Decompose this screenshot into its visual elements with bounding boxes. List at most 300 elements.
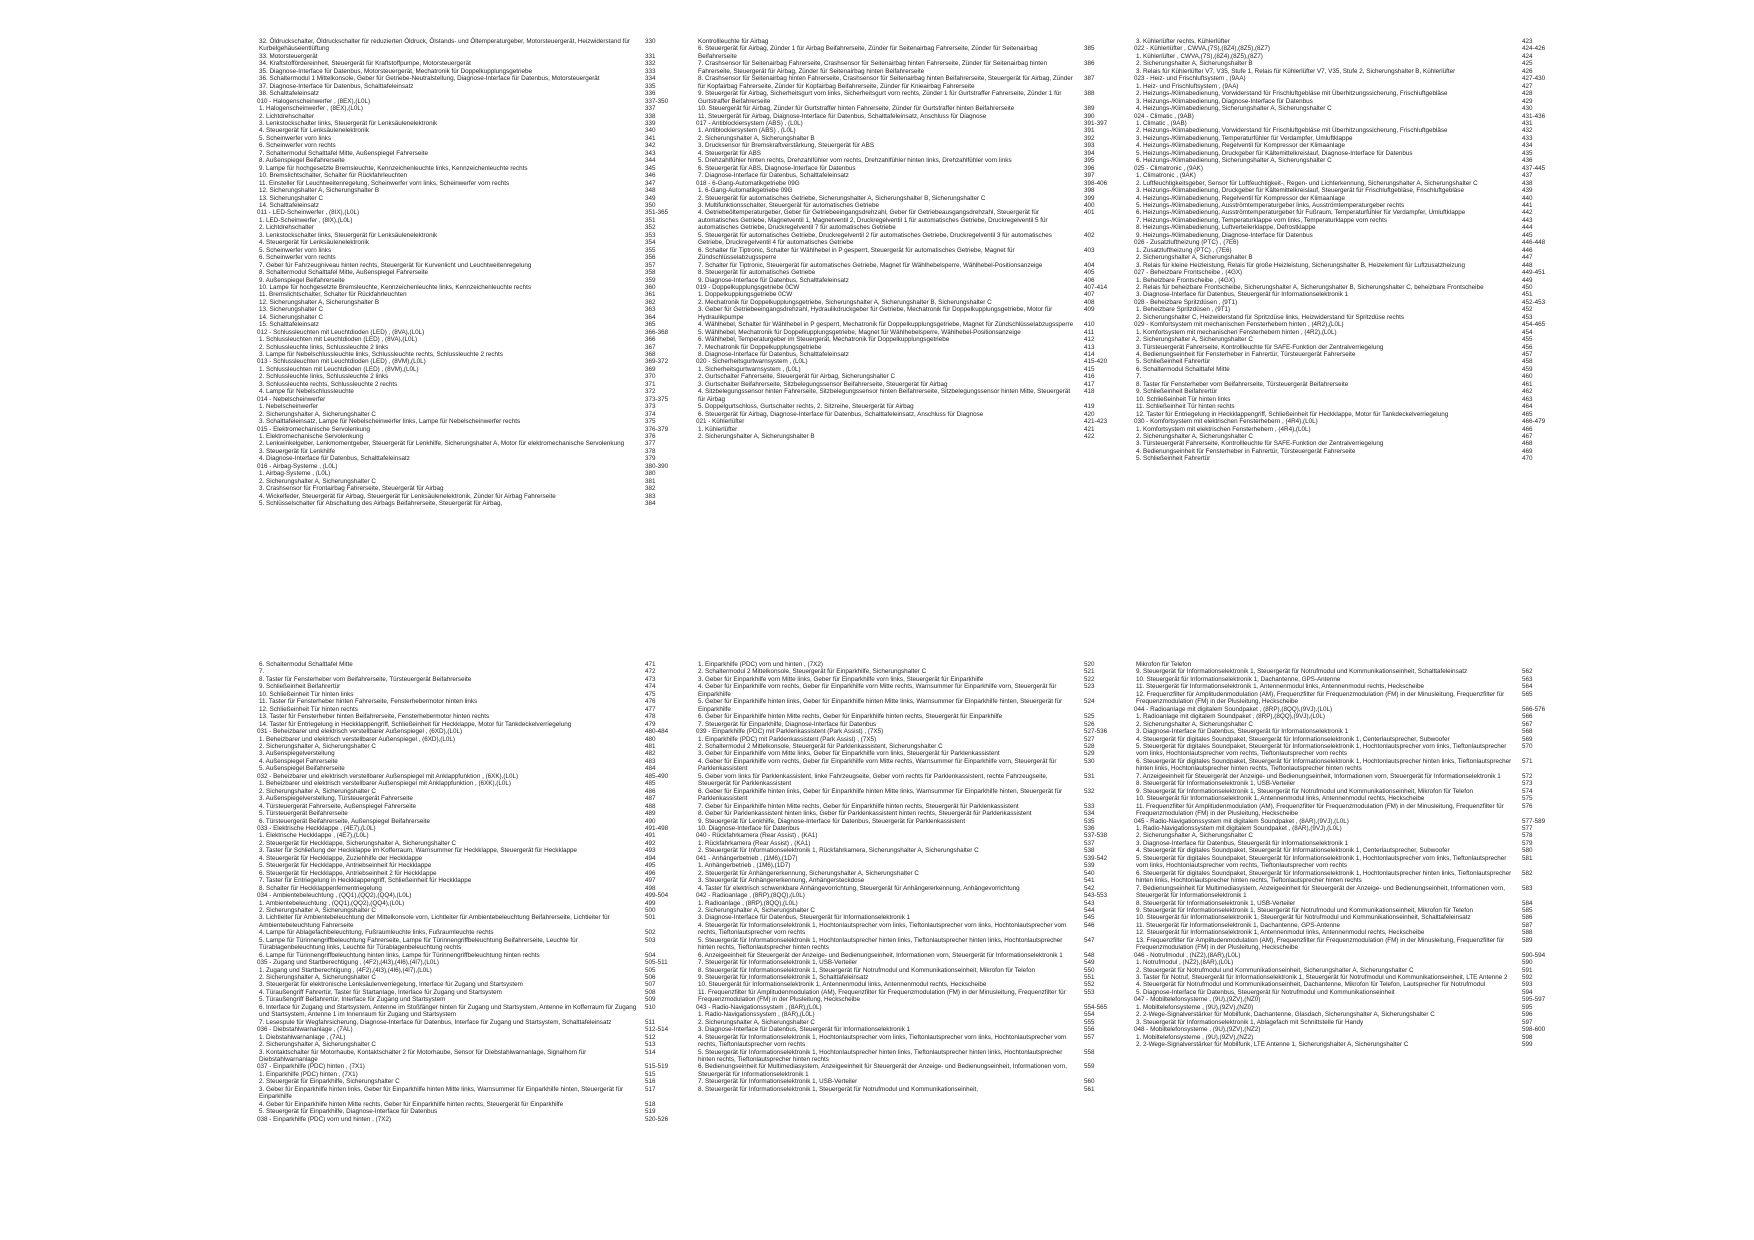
toc-entry-page: 345	[645, 164, 656, 172]
toc-entry	[1134, 321, 1574, 328]
toc-entry-page: 470	[1522, 455, 1533, 463]
toc-entry-title: 4. Steuergerät für Lenksäulenelektronik	[259, 127, 369, 135]
toc-entry	[696, 900, 1136, 907]
toc-entry	[257, 98, 697, 105]
toc-entry-page: 406	[1084, 276, 1095, 284]
toc-entry	[1134, 135, 1574, 142]
toc-entry-title: 1. Halogenscheinwerfer , (8EX),(L0L)	[259, 105, 363, 113]
toc-entry-page: 490	[645, 817, 656, 825]
toc-entry-title: 9. Steuergerät für Informationselektronik 1, Steuergerät für Notrufmodul und Kommunikationseinheit, Mikrofon für Telefon	[1136, 906, 1473, 914]
toc-entry-page: 334	[645, 75, 656, 83]
toc-entry-title: 5. Steuergerät für Informationselektronik 1, Hochtonlautsprecher hinten links, Tieftonlautsprecher hinten links, Hochtonlautsprecher hinten rechts, Tieftonlautsprecher hinten rechts	[698, 936, 1063, 952]
toc-entry-page: 475	[645, 690, 656, 698]
toc-entry	[1134, 113, 1574, 120]
toc-entry-page: 527-536	[1084, 728, 1108, 736]
toc-entry-title: 045 - Radio-Navigationssystem mit digitalem Soundpaket , (8AR),(9VJ),(L0L)	[1134, 817, 1349, 825]
toc-entry-page: 598-600	[1522, 1026, 1546, 1034]
toc-entry	[1134, 344, 1574, 351]
toc-entry	[1134, 358, 1574, 365]
toc-entry-page: 541	[1084, 877, 1095, 885]
toc-entry-page: 566	[1522, 713, 1533, 721]
toc-entry-page: 472	[645, 668, 656, 676]
toc-entry	[1134, 336, 1574, 343]
toc-entry-page: 493	[645, 847, 656, 855]
toc-entry	[696, 862, 1136, 869]
toc-entry-title: 7. Heizungs-/Klimabedienung, Temperaturklappe vorn links, Temperaturklappe vorn rechts	[1136, 216, 1388, 224]
toc-entry	[696, 1078, 1136, 1085]
toc-entry	[696, 336, 1136, 343]
toc-entry-page: 368	[645, 351, 656, 359]
toc-entry-title: 6. Scheinwerfer vorn rechts	[259, 254, 336, 262]
toc-entry-page: 341	[645, 134, 656, 142]
toc-entry	[696, 937, 1136, 952]
toc-entry-page: 570	[1522, 742, 1533, 750]
toc-entry	[257, 788, 697, 795]
toc-entry-page: 593	[1522, 981, 1533, 989]
toc-entry-page: 577-589	[1522, 817, 1546, 825]
toc-entry	[1134, 1041, 1574, 1048]
toc-entry	[696, 661, 1136, 668]
toc-entry-title: 010 - Halogenscheinwerfer , (8EX),(L0L)	[257, 97, 371, 105]
toc-entry-title: 9. Schließeinheit Beifahrertür	[1136, 388, 1218, 396]
toc-entry	[1134, 907, 1574, 914]
toc-entry-page: 522	[1084, 675, 1095, 683]
toc-entry-title: 028 - Beheizbare Spritzdüsen , (9T1)	[1134, 298, 1238, 306]
toc-entry-title: 026 - Zusatzluftheizung (PTC) , (7E6)	[1134, 239, 1239, 247]
toc-entry-page: 419	[1084, 403, 1095, 411]
toc-entry	[257, 485, 697, 492]
toc-entry-title: 6. Interface für Zugang und Startsystem, Antenne im Stoßfänger hinten für Zugang und Startsystem, Antenne im Kofferraum für Zugang und Startsystem, Antenne 1 im Innenraum für Zugang und Startsystem	[259, 1003, 637, 1019]
toc-entry	[1134, 45, 1574, 52]
toc-entry	[257, 810, 697, 817]
toc-entry-title: 14. Taster für Entriegelung in Heckklappengriff, Schließeinheit für Heckklappe, Motor für Tankdeckelverriegelung	[259, 720, 572, 728]
toc-entry-title: 2. Steuergerät für automatisches Getriebe, Sicherungshalter A, Sicherungshalter B, Sicherungshalter C	[698, 194, 986, 202]
toc-entry-page: 533	[1084, 802, 1095, 810]
toc-entry-page: 456	[1522, 343, 1533, 351]
toc-entry	[257, 758, 697, 765]
toc-entry	[696, 750, 1136, 757]
toc-entry	[1134, 254, 1574, 261]
toc-entry-title: 1. Einparkhilfe (PDC) mit Parklenkassistent (Park Assist) , (7X5)	[698, 735, 877, 743]
toc-entry	[257, 967, 697, 974]
toc-entry	[696, 172, 1136, 179]
toc-entry-page: 538	[1084, 847, 1095, 855]
toc-entry	[1134, 202, 1574, 209]
toc-entry-page: 505-511	[645, 959, 668, 967]
toc-entry-page: 568	[1522, 728, 1533, 736]
toc-entry-title: 4. Steuergerät für ABS	[698, 149, 762, 157]
toc-entry	[1134, 38, 1574, 45]
toc-entry-title: 4. Wählhebel, Schalter für Wählhebel in P gesperrt, Mechatronik für Doppelkupplungsgetriebe, Magnet für Zündschlüsselabzugssperre	[698, 321, 1074, 329]
toc-entry-page: 580	[1522, 847, 1533, 855]
toc-entry-page: 577	[1522, 824, 1533, 832]
toc-entry-title: 022 - Kühlerlüfter , CWVA,(7S),(8Z4),(8Z5),(8Z7)	[1134, 45, 1271, 53]
toc-entry	[257, 90, 697, 97]
toc-entry-title: 021 - Kühlerlüfter	[696, 418, 745, 426]
toc-entry-page: 549	[1084, 959, 1095, 967]
toc-entry	[257, 706, 697, 713]
toc-entry-page: 574	[1522, 787, 1533, 795]
toc-entry	[257, 83, 697, 90]
toc-entry-title: 1. LED-Scheinwerfer , (8IX),(L0L)	[259, 216, 353, 224]
toc-entry-page: 596	[1522, 1011, 1533, 1019]
toc-entry	[696, 1063, 1136, 1078]
toc-entry	[1134, 262, 1574, 269]
toc-entry	[1134, 780, 1574, 787]
toc-entry	[1134, 60, 1574, 67]
toc-entry-page: 550	[1084, 966, 1095, 974]
toc-entry-page: 437	[1522, 172, 1533, 180]
toc-entry	[257, 832, 697, 839]
toc-entry-page: 500	[645, 906, 656, 914]
toc-entry	[257, 329, 697, 336]
toc-entry	[696, 728, 1136, 735]
toc-entry	[696, 135, 1136, 142]
toc-entry-title: 9. Außenspiegel Beifahrerseite	[259, 276, 345, 284]
toc-entry	[696, 773, 1136, 788]
toc-entry-title: 4. Geber für Einparkhilfe hinten Mitte rechts, Geber für Einparkhilfe hinten rechts, Steuergerät für Einparkhilfe	[259, 1100, 564, 1108]
toc-entry-page: 330	[645, 38, 656, 45]
toc-entry-title: 1. 6-Gang-Automatikgetriebe 09G	[698, 187, 793, 195]
toc-entry-title: 3. Relais für Kühlerlüfter V7, V35, Stufe 1, Relais für Kühlerlüfter V7, V35, Stufe 2, Sicherungshalter B, Kühlerlüfter	[1136, 67, 1456, 75]
toc-entry-title: 7. Crashsensor für Seitenairbag Fahrerseite, Crashsensor für Seitenairbag hinten Fahrerseite, Zünder für Seitenairbag hinten Fahrerseite, Steuergerät für Airbag, Zünder für Seitenairbag hinten Beifahrerseite	[698, 60, 1047, 75]
toc-entry-title: 13. Sicherungshalter C	[259, 306, 324, 314]
toc-entry-title: 024 - Climatic , (9AB)	[1134, 112, 1194, 120]
toc-entry	[257, 381, 697, 388]
toc-entry	[257, 239, 697, 246]
toc-entry-title: 1. Beheizbarer und elektrisch verstellbarer Außenspiegel , (6XD),(L0L)	[259, 735, 455, 743]
toc-entry-title: 7. Anzeigeeinheit für Steuergerät der Anzeige- und Bedienungseinheit, Informationen vorn, Steuergerät für Informationselektronik 1	[1136, 772, 1501, 780]
toc-entry-page: 371	[645, 380, 656, 388]
toc-entry-page: 502	[645, 929, 656, 937]
toc-entry	[257, 1049, 697, 1064]
toc-entry-title: 2. Sicherungshalter A, Sicherungshalter C	[1136, 336, 1253, 344]
toc-entry	[1134, 381, 1574, 388]
toc-entry	[1134, 914, 1574, 921]
toc-entry	[257, 187, 697, 194]
toc-entry-title: 10. Steuergerät für Airbag, Zünder für Gurtstraffer hinten Fahrerseite, Zünder für Gurtstraffer hinten Beifahrerseite	[698, 105, 1015, 113]
toc-entry	[696, 45, 1136, 60]
toc-entry-title: 2. Sicherungshalter A, Sicherungshalter C	[259, 477, 376, 485]
toc-entry-title: 7. Schaltermodul Schalttafel Mitte, Außenspiegel Fahrerseite	[259, 149, 429, 157]
toc-entry-page: 380	[645, 470, 656, 478]
toc-entry-page: 337-350	[645, 97, 669, 105]
toc-entry	[696, 803, 1136, 810]
toc-entry-page: 546	[1084, 921, 1095, 929]
toc-entry-title: 3. Heizungs-/Klimabedienung, Diagnose-Interface für Datenbus	[1136, 97, 1313, 105]
toc-entry	[1134, 329, 1574, 336]
toc-entry	[1134, 314, 1574, 321]
toc-entry-title: 1. Mobiltelefonsysteme , (9U),(9ZV),(NZ0)	[1136, 1003, 1254, 1011]
toc-entry-page: 507	[645, 981, 656, 989]
toc-entry	[257, 668, 697, 675]
toc-entry	[257, 855, 697, 862]
toc-entry-title: 3. Türsteuergerät Fahrerseite, Kontrollleuchte für SAFE-Funktion der Zentralverriegelung	[1136, 440, 1384, 448]
toc-entry-title: 3. Lenkstockschalter links, Steuergerät für Lenksäulenelektronik	[259, 231, 438, 239]
toc-entry	[1134, 232, 1574, 239]
toc-entry-page: 509	[645, 996, 656, 1004]
toc-entry-title: 2. Schlussleuchte links, Schlussleuchte 2 links	[259, 373, 389, 381]
toc-entry-page: 483	[645, 757, 656, 765]
toc-entry	[257, 202, 697, 209]
toc-entry-title: 8. Schalter für Heckklappenfernentriegelung	[259, 884, 382, 892]
toc-entry	[696, 855, 1136, 862]
toc-entry-title: 6. Steuergerät für Airbag, Diagnose-Interface für Datenbus, Schalttafeleinsatz, Anschluss für Diagnose	[698, 410, 984, 418]
toc-entry	[696, 959, 1136, 966]
toc-entry	[257, 661, 697, 668]
toc-entry	[1134, 187, 1574, 194]
toc-entry-page: 415	[1084, 365, 1095, 373]
toc-entry-page: 416	[1084, 373, 1095, 381]
toc-entry-title: 6. Steuergerät für digitales Soundpaket, Steuergerät für Informationselektronik 1, Hochtonlautsprecher hinten links, Tieftonlautsprecher hinten links, Hochtonlautsprecher hinten rechts, Tieftonlautsprecher hinten rechts	[1136, 757, 1512, 773]
toc-entry-title: 2. Heizungs-/Klimabedienung, Vorwiderstand für Frischluftgebläse mit Überhitzungssicherung, Frischluftgebläse	[1136, 90, 1448, 98]
toc-entry-page: 378	[645, 447, 656, 455]
toc-entry-title: 9. Steuergerät für Informationselektronik 1, Schalttafeleinsatz	[698, 974, 869, 982]
toc-entry-page: 464	[1522, 403, 1533, 411]
toc-entry-page: 591	[1522, 966, 1533, 974]
toc-entry	[1134, 180, 1574, 187]
toc-column-6	[1134, 661, 1574, 1049]
toc-entry-page: 376-379	[645, 425, 669, 433]
toc-entry-title: 040 - Rückfahrkamera (Rear Assist) , (KA1)	[696, 832, 818, 840]
toc-entry-title: 4. Steuergerät für Informationselektronik 1, Hochtonlautsprecher vorn links, Tieftonlautsprecher vorn links, Hochtonlautsprecher vorn rechts, Tieftonlautsprecher vorn rechts	[698, 921, 1067, 937]
toc-entry-page: 554-565	[1084, 1003, 1108, 1011]
toc-entry-page: 525	[1084, 713, 1095, 721]
toc-entry-page: 505	[645, 966, 656, 974]
toc-entry-title: 6. Schaltermodul Schalttafel Mitte	[259, 661, 353, 668]
toc-entry-page: 485	[645, 780, 656, 788]
toc-entry-title: 1. Heiz- und Frischluftsystem , (9AA)	[1136, 82, 1239, 90]
toc-entry	[1134, 403, 1574, 410]
toc-entry	[1134, 366, 1574, 373]
toc-entry	[257, 1004, 697, 1019]
toc-entry-page: 365	[645, 321, 656, 329]
toc-entry	[696, 381, 1136, 388]
toc-entry-title: 4. Getriebeöltemperaturgeber, Geber für Getriebeeingangsdrehzahl, Geber für Getriebeausgangsdrehzahl, Steuergerät für automatisches Getriebe, Magnetventil 1, Magnetventil 2, Druckregelventil 1 für automatisches Getriebe, Druckregelventil 5 für automatisches Getriebe, Druckregelventil 7 für automatisches Getriebe	[698, 209, 1048, 232]
toc-entry-page: 398-406	[1084, 179, 1108, 187]
toc-entry	[1134, 713, 1574, 720]
toc-entry-page: 543	[1084, 899, 1095, 907]
toc-entry-page: 492	[645, 839, 656, 847]
toc-entry-page: 335	[645, 82, 656, 90]
toc-entry-page: 477	[645, 705, 656, 713]
toc-entry-title: 1. Schlussleuchten mit Leuchtdioden (LED) , (8VA),(L0L)	[259, 336, 418, 344]
toc-entry	[696, 38, 1136, 45]
toc-entry-page: 459	[1522, 365, 1533, 373]
toc-entry-page: 441	[1522, 201, 1533, 209]
toc-entry	[1134, 418, 1574, 425]
toc-entry-page: 458	[1522, 358, 1533, 366]
toc-entry-title: 3. Heizungs-/Klimabedienung, Druckgeber für Kältemittelkreislauf, Steuergerät für Frischluftgebläse, Frischluftgebläse	[1136, 187, 1464, 195]
toc-entry-title: 1. Nebelscheinwerfer	[259, 403, 319, 411]
toc-entry	[257, 336, 697, 343]
toc-entry-title: 7.	[1136, 373, 1142, 381]
toc-entry	[1134, 157, 1574, 164]
toc-entry-page: 544	[1084, 906, 1095, 914]
toc-entry-title: 3. Drucksensor für Bremskraftverstärkung, Steuergerät für ABS	[698, 142, 875, 150]
toc-entry	[257, 344, 697, 351]
toc-entry-page: 469	[1522, 447, 1533, 455]
toc-entry	[1134, 847, 1574, 854]
toc-entry	[257, 981, 697, 988]
toc-column-1	[257, 38, 697, 508]
toc-entry-title: 5. Steuergerät für digitales Soundpaket, Steuergerät für Informationselektronik 1, Hochtonlautsprecher vorn links, Tieftonlautsprecher vorn links, Hochtonlautsprecher vorn rechts, Tieftonlautsprecher vorn rechts	[1136, 742, 1507, 758]
toc-entry-page: 428	[1522, 90, 1533, 98]
toc-entry	[257, 825, 697, 832]
toc-entry-title: 4. Steuergerät für Informationselektronik 1, Hochtonlautsprecher vorn links, Tieftonlautsprecher vorn links, Hochtonlautsprecher vorn rechts, Tieftonlautsprecher vorn rechts	[698, 1033, 1067, 1049]
toc-entry	[696, 870, 1136, 877]
toc-entry-page: 474	[645, 683, 656, 691]
toc-entry	[257, 773, 697, 780]
toc-entry-title: 2. Mechatronik für Doppelkupplungsgetriebe, Sicherungshalter A, Sicherungshalter B, Sicherungshalter C	[698, 298, 992, 306]
toc-entry-title: 6. Geber für Einparkhilfe hinten links, Geber für Einparkhilfe hinten Mitte links, Warnsummer für Einparkhilfe hinten, Steuergerät für Parklenkassistent	[698, 787, 1063, 803]
toc-entry	[1134, 299, 1574, 306]
toc-entry-page: 348	[645, 187, 656, 195]
toc-entry-page: 589	[1522, 936, 1533, 944]
toc-entry-title: 12. Schließeinheit Tür hinten rechts	[259, 705, 358, 713]
toc-entry-page: 336	[645, 90, 656, 98]
toc-entry-page: 518	[645, 1100, 656, 1108]
toc-entry-page: 542	[1084, 884, 1095, 892]
toc-entry-page: 445	[1522, 231, 1533, 239]
toc-entry-title: 2. Steuergerät für Anhängererkennung, Sicherungshalter A, Sicherungshalter C	[698, 869, 919, 877]
toc-entry	[1134, 1019, 1574, 1026]
toc-entry-title: 2. Heizungs-/Klimabedienung, Vorwiderstand für Frischluftgebläse mit Überhitzungssicherung, Frischluftgebläse	[1136, 127, 1448, 135]
toc-entry-title: 15. Schalttafeleinsatz	[259, 321, 319, 329]
toc-entry-title: 1. Beheizbare Spritzdüsen , (9T1)	[1136, 306, 1231, 314]
toc-entry-title: 1. Elektromechanische Servolenkung	[259, 433, 363, 441]
toc-entry-page: 598	[1522, 1033, 1533, 1041]
toc-entry-page: 581	[1522, 854, 1533, 862]
toc-entry-title: 2. Steuergerät für Heckklappe, Sicherungshalter A, Sicherungshalter C	[259, 839, 457, 847]
toc-entry	[696, 433, 1136, 440]
toc-entry-page: 488	[645, 802, 656, 810]
toc-entry-page: 386	[1084, 60, 1095, 68]
toc-entry-page: 433	[1522, 134, 1533, 142]
toc-entry-title: 4. Lampe für Nebelschlussleuchte	[259, 388, 354, 396]
toc-entry	[696, 351, 1136, 358]
toc-entry	[257, 1086, 697, 1101]
toc-entry	[696, 284, 1136, 291]
toc-entry	[257, 180, 697, 187]
toc-entry-page: 567	[1522, 720, 1533, 728]
toc-entry-title: 3. Diagnose-Interface für Datenbus, Steuergerät für Informationselektronik 1	[698, 1026, 911, 1034]
toc-entry	[1134, 952, 1574, 959]
toc-entry-page: 443	[1522, 216, 1533, 224]
toc-entry-page: 579	[1522, 839, 1533, 847]
toc-entry	[696, 306, 1136, 321]
toc-entry	[696, 981, 1136, 988]
toc-entry	[1134, 53, 1574, 60]
toc-entry-page: 516	[645, 1078, 656, 1086]
toc-entry	[257, 157, 697, 164]
toc-entry-title: 11. Steuergerät für Informationselektronik 1, Antennenmodul links, Antennenmodul rechts, Heckscheibe	[1136, 683, 1424, 691]
toc-entry	[257, 247, 697, 254]
toc-entry-title: 012 - Schlussleuchten mit Leuchtdioden (LED) , (8VA),(L0L)	[257, 328, 425, 336]
toc-entry-title: 6. Scheinwerfer vorn rechts	[259, 142, 336, 150]
toc-entry	[696, 195, 1136, 202]
toc-entry	[696, 291, 1136, 298]
toc-entry	[257, 299, 697, 306]
toc-entry-title: 5. Steuergerät für Einparkhilfe, Diagnose-Interface für Datenbus	[259, 1108, 438, 1116]
toc-entry	[257, 1019, 697, 1026]
toc-entry-title: 3. Schalttafeleinsatz, Lampe für Nebelscheinwerfer links, Lampe für Nebelscheinwerfer rechts	[259, 418, 521, 426]
toc-entry	[1134, 743, 1574, 758]
toc-entry-page: 430	[1522, 105, 1533, 113]
toc-entry-page: 595	[1522, 1003, 1533, 1011]
toc-entry-page: 400	[1084, 201, 1095, 209]
toc-entry-title: 3. Relais für kleine Heizleistung, Relais für große Heizleistung, Sicherungshalter B, Heizelement für Luftzusatzheizung	[1136, 261, 1466, 269]
toc-entry-title: 4. Außenspiegel Fahrerseite	[259, 757, 338, 765]
toc-entry-title: 7. Steuergerät für Informationselektronik 1, USB-Verteiler	[698, 1078, 858, 1086]
toc-entry-page: 337	[645, 105, 656, 113]
toc-entry	[1134, 426, 1574, 433]
toc-entry-page: 510	[645, 1003, 656, 1011]
toc-entry-title: 3. Steuergerät für Lenkhilfe	[259, 447, 335, 455]
toc-entry-page: 411	[1084, 328, 1095, 336]
toc-entry-title: 014 - Nebelscheinwerfer	[257, 395, 326, 403]
toc-entry	[696, 105, 1136, 112]
toc-entry-page: 467	[1522, 433, 1533, 441]
toc-entry-page: 466-479	[1522, 418, 1546, 426]
toc-entry	[257, 721, 697, 728]
toc-entry-page: 449-451	[1522, 269, 1546, 277]
toc-entry	[696, 157, 1136, 164]
toc-entry-title: 030 - Komfortsystem mit elektrischen Fensterhebern , (4R4),(L0L)	[1134, 418, 1318, 426]
toc-entry-page: 497	[645, 877, 656, 885]
toc-entry	[1134, 68, 1574, 75]
toc-entry-page: 455	[1522, 336, 1533, 344]
toc-entry	[257, 254, 697, 261]
toc-entry	[1134, 373, 1574, 380]
toc-entry-title: 2. Sicherungshalter A, Sicherungshalter C	[259, 787, 376, 795]
toc-entry-title: 38. Schalttafeleinsatz	[259, 90, 319, 98]
toc-entry-title: 11. Frequenzfilter für Amplitudenmodulation (AM), Frequenzfilter für Frequenzmodulation (FM) in der Minusleitung, Frequenzfilter für Frequenzmodulation (FM) in der Plusleitung, Heckscheibe	[698, 988, 1066, 1004]
toc-entry-title: 3. Kontaktschalter für Motorhaube, Kontaktschalter 2 für Motorhaube, Sensor für Diebstahlwarnanlage, Signalhorn für Diebstahlwarnanlage	[259, 1048, 587, 1064]
toc-entry-page: 595-597	[1522, 996, 1546, 1004]
toc-entry	[257, 676, 697, 683]
toc-entry	[257, 455, 697, 462]
toc-entry-title: 5. Geber vorn links für Parklenkassistent, linke Fahrzeugseite, Geber vorn rechts für Parklenkassistent, rechte Fahrzeugseite, Steuergerät für Parklenkassistent	[698, 772, 1048, 788]
toc-entry-title: 35. Diagnose-Interface für Datenbus, Motorsteuergerät, Mechatronik für Doppelkupplungsgetriebe	[259, 67, 533, 75]
toc-entry-title: 4. Türaußengriff Fahrertür, Taster für Startanlage, Interface für Zugang und Startsystem	[259, 988, 502, 996]
toc-entry-title: 10. Bremslichtschalter, Schalter für Rückfahrleuchten	[259, 172, 408, 180]
toc-entry-title: 3. Diagnose-Interface für Datenbus, Steuergerät für Informationselektronik 1	[1136, 839, 1349, 847]
toc-entry-page: 395	[1084, 157, 1095, 165]
toc-entry-title: 1. Climatronic , (9AK)	[1136, 172, 1196, 180]
toc-entry	[696, 187, 1136, 194]
toc-entry-page: 351-365	[645, 209, 669, 217]
toc-entry-title: 4. Wickelfeder, Steuergerät für Airbag, Steuergerät für Lenksäulenelektronik, Zünder für Airbag Fahrerseite	[259, 492, 556, 500]
toc-entry	[696, 269, 1136, 276]
toc-entry-title: 3. Diagnose-Interface für Datenbus, Steuergerät für Informationselektronik 1	[698, 914, 911, 922]
toc-entry-page: 548	[1084, 951, 1095, 959]
toc-entry-title: 37. Diagnose-Interface für Datenbus, Schalttafeleinsatz	[259, 82, 414, 90]
toc-entry	[1134, 974, 1574, 981]
toc-entry	[257, 418, 697, 425]
toc-entry-title: 6. Steuergerät für digitales Soundpaket, Steuergerät für Informationselektronik 1, Hochtonlautsprecher hinten links, Tieftonlautsprecher hinten links, Hochtonlautsprecher hinten rechts, Tieftonlautsprecher hinten rechts	[1136, 869, 1512, 885]
toc-entry-title: 11. Steuergerät für Airbag, Diagnose-Interface für Datenbus, Schalttafeleinsatz, Anschluss für Diagnose	[698, 112, 987, 120]
toc-entry-title: 2. Steuergerät für Einparkhilfe, Sicherungshalter C	[259, 1078, 400, 1086]
toc-entry-title: 7. Steuergerät für Einparkhilfe, Diagnose-Interface für Datenbus	[698, 720, 877, 728]
toc-entry-title: 5. Schließeinheit Fahrertür	[1136, 455, 1211, 463]
toc-entry	[257, 277, 697, 284]
toc-entry	[257, 780, 697, 787]
toc-entry-title: 5. Heizungs-/Klimabedienung, Druckgeber für Kältemittelkreislauf, Diagnose-Interface für Datenbus	[1136, 149, 1413, 157]
toc-entry-page: 478	[645, 713, 656, 721]
toc-entry-title: 1. Sicherheitsgurtwarnsystem , (L0L)	[698, 365, 801, 373]
toc-entry-page: 520	[1084, 661, 1095, 668]
